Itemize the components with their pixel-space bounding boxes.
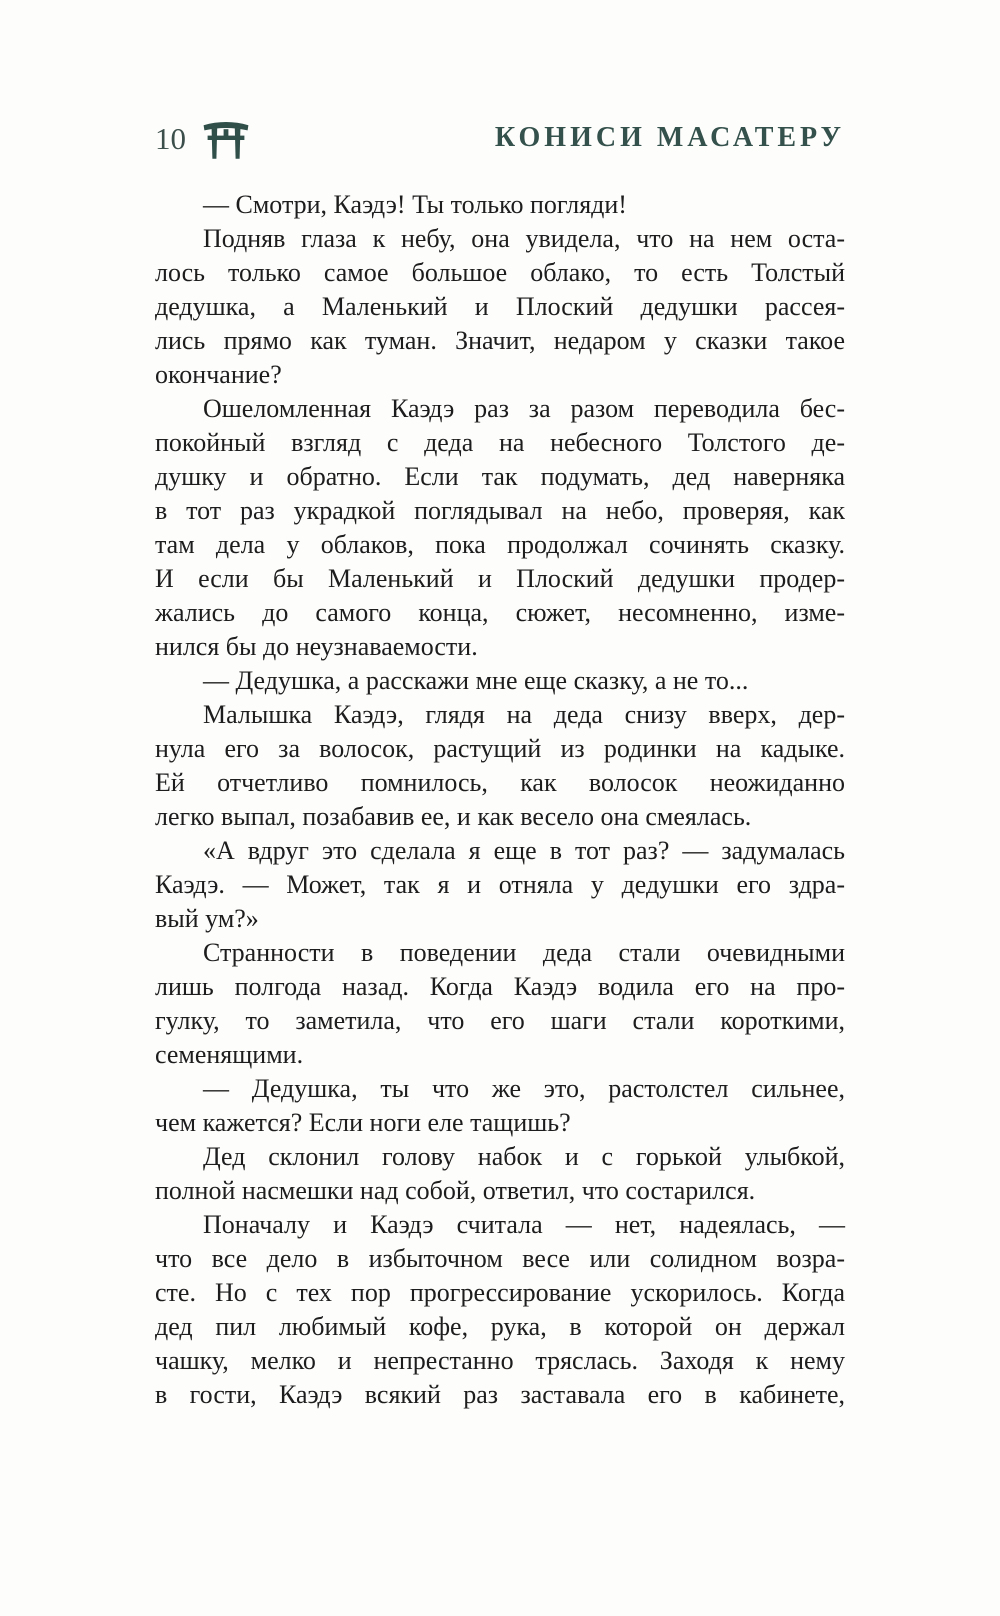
paragraph xyxy=(155,936,845,1072)
paragraph xyxy=(155,1208,845,1412)
text-line: И если бы Маленький и Плоский дедушки продер- xyxy=(155,564,845,593)
page-number: 10 xyxy=(155,120,186,156)
text-line: — Дедушка, ты что же это, растолстел сильнее, xyxy=(203,1074,845,1103)
text-line: окончание? xyxy=(155,360,282,389)
text-line: сте. Но с тех пор прогрессирование ускорилось. Когда xyxy=(155,1278,845,1307)
page-header xyxy=(155,110,845,166)
running-title-author: КОНИСИ МАСАТЕРУ xyxy=(494,122,845,153)
text-line: Подняв глаза к небу, она увидела, что на нем оста- xyxy=(203,224,845,253)
paragraph xyxy=(155,698,845,834)
text-line: чем кажется? Если ноги еле тащишь? xyxy=(155,1108,571,1137)
text-line: нула его за волосок, растущий из родинки на кадыке. xyxy=(155,734,845,763)
text-line: нился бы до неузнаваемости. xyxy=(155,632,478,661)
text-line: что все дело в избыточном весе или солидном возра- xyxy=(155,1244,845,1273)
text-line: гулку, то заметила, что его шаги стали короткими, xyxy=(155,1006,845,1035)
paragraph xyxy=(155,1140,845,1208)
text-line: Ошеломленная Каэдэ раз за разом переводила бес- xyxy=(203,394,845,423)
text-line: — Смотри, Каэдэ! Ты только погляди! xyxy=(203,190,627,219)
text-line: лось только самое большое облако, то есть Толстый xyxy=(155,258,845,287)
text-line: душку и обратно. Если так подумать, дед наверняка xyxy=(155,462,845,491)
text-line: дед пил любимый кофе, рука, в которой он держал xyxy=(155,1312,845,1341)
text-line: семенящими. xyxy=(155,1040,304,1069)
text-line: лись прямо как туман. Значит, недаром у сказки такое xyxy=(155,326,845,355)
text-line: Дед склонил голову набок и с горькой улыбкой, xyxy=(203,1142,845,1171)
paragraph xyxy=(155,188,845,222)
text-line: Странности в поведении деда стали очевидными xyxy=(203,938,845,967)
paragraph xyxy=(155,222,845,392)
paragraph xyxy=(155,664,845,698)
paragraph xyxy=(155,834,845,936)
text-line: чашку, мелко и непрестанно тряслась. Заходя к нему xyxy=(155,1346,845,1375)
paragraph xyxy=(155,1072,845,1140)
text-line: Каэдэ. — Может, так я и отняла у дедушки его здра- xyxy=(155,870,845,899)
text-line: легко выпал, позабавив ее, и как весело она смеялась. xyxy=(155,802,752,831)
text-line: лишь полгода назад. Когда Каэдэ водила его на про- xyxy=(155,972,845,1001)
text-line: в гости, Каэдэ всякий раз заставала его в кабинете, xyxy=(155,1380,845,1409)
text-line: жались до самого конца, сюжет, несомненно, изме- xyxy=(155,598,845,627)
text-line: полной насмешки над собой, ответил, что состарился. xyxy=(155,1176,756,1205)
paragraph xyxy=(155,392,845,664)
text-line: — Дедушка, а расскажи мне еще сказку, а не то... xyxy=(203,666,749,695)
text-line: в тот раз украдкой поглядывал на небо, проверяя, как xyxy=(155,496,845,525)
page-body xyxy=(155,188,845,1412)
text-line: Поначалу и Каэдэ считала — нет, надеялась, — xyxy=(203,1210,845,1239)
text-line: там дела у облаков, пока продолжал сочинять сказку. xyxy=(155,530,845,559)
text-line: покойный взгляд с деда на небесного Толстого де- xyxy=(155,428,845,457)
text-line: Ей отчетливо помнилось, как волосок неожиданно xyxy=(155,768,845,797)
torii-gate-icon xyxy=(202,115,250,161)
text-line: вый ум?» xyxy=(155,904,259,933)
text-line: Малышка Каэдэ, глядя на деда снизу вверх, дер- xyxy=(203,700,845,729)
text-line: «А вдруг это сделала я еще в тот раз? — задумалась xyxy=(203,836,845,865)
text-line: дедушка, а Маленький и Плоский дедушки рассея- xyxy=(155,292,845,321)
